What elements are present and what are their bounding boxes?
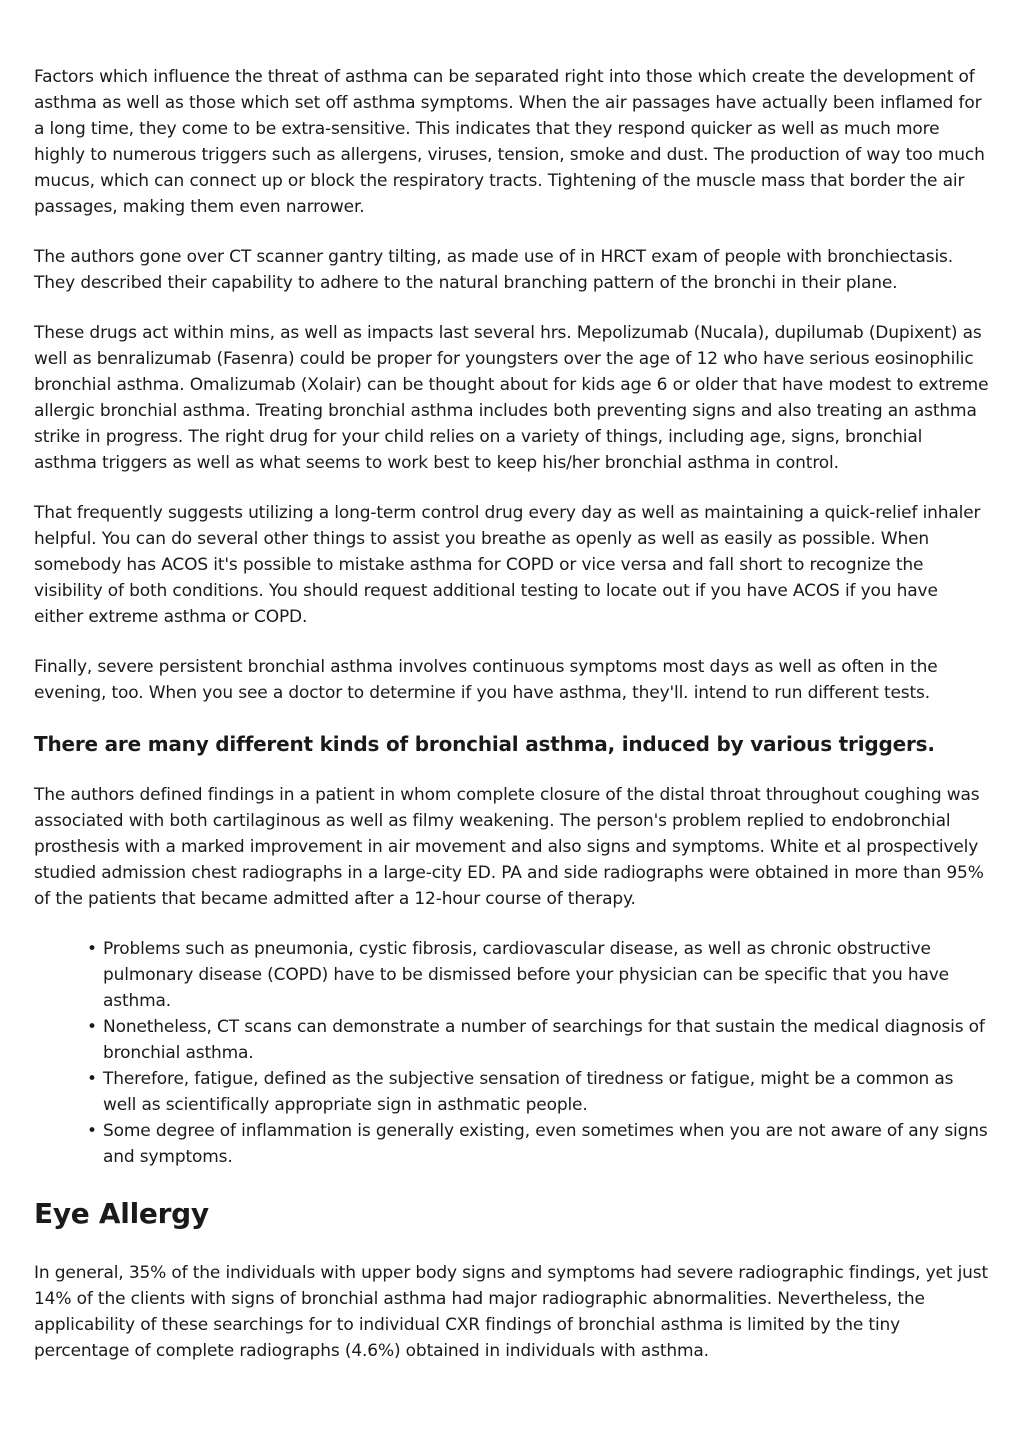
paragraph-long-term-control: That frequently suggests utilizing a long-term control drug every day as well as maintaining a quick-relief inhaler helpful. You can do several other things to assist you breathe as openly as well as easily as possible. When somebody has ACOS it's possible to mistake asthma for COPD or vice versa and fall short to recognize the visibility of both conditions. You should request additional testing to locate out if you have ACOS if you have either extreme asthma or COPD.: [34, 503, 981, 627]
list-item: [87, 1014, 990, 1066]
bullet-glyph: •: [87, 1121, 97, 1141]
paragraph-findings: The authors defined findings in a patient in whom complete closure of the distal throat throughout coughing was associated with both cartilaginous as well as filmy weakening. The person's problem replied to endobronchial prosthesis with a marked improvement in air movement and also signs and symptoms. White et al prospectively studied admission chest radiographs in a large-city ED. PA and side radiographs were obtained in more than 95% of the patients that became admitted after a 12-hour course of therapy.: [34, 785, 984, 909]
bullet-glyph: •: [87, 939, 97, 959]
bullet-list: [34, 936, 990, 1170]
bullet-glyph: •: [87, 1069, 97, 1089]
list-item-text: Problems such as pneumonia, cystic fibrosis, cardiovascular disease, as well as chronic obstructive pulmonary disease (COPD) have to be dismissed before your physician can be specific that you have asthma.: [103, 939, 949, 1011]
list-item: [87, 936, 990, 1014]
paragraph-asthma-factors: Factors which influence the threat of asthma can be separated right into those which create the development of asthma as well as those which set off asthma symptoms. When the air passages have actually been inflamed for a long time, they come to be extra-sensitive. This indicates that they respond quicker as well as much more highly to numerous triggers such as allergens, viruses, tension, smoke and dust. The production of way too much mucus, which can connect up or block the respiratory tracts. Tightening of the muscle mass that border the air passages, making them even narrower.: [34, 67, 985, 217]
paragraph-severe-persistent: Finally, severe persistent bronchial asthma involves continuous symptoms most days as well as often in the evening, too. When you see a doctor to determine if you have asthma, they'll. intend to run different tests.: [34, 657, 938, 703]
paragraph-ct-gantry: The authors gone over CT scanner gantry tilting, as made use of in HRCT exam of people with bronchiectasis. They described their capability to adhere to the natural branching pattern of the bronchi in their plane.: [34, 247, 954, 293]
list-item: [87, 1118, 990, 1170]
list-item-text: Nonetheless, CT scans can demonstrate a number of searchings for that sustain the medical diagnosis of bronchial asthma.: [103, 1017, 985, 1063]
paragraph-drugs: These drugs act within mins, as well as impacts last several hrs. Mepolizumab (Nucala), dupilumab (Dupixent) as well as benralizumab (Fasenra) could be proper for youngsters over the age of 12 who have serious eosinophilic bronchial asthma. Omalizumab (Xolair) can be thought about for kids age 6 or older that have modest to extreme allergic bronchial asthma. Treating bronchial asthma includes both preventing signs and also treating an asthma strike in progress. The right drug for your child relies on a variety of things, including age, signs, bronchial asthma triggers as well as what seems to work best to keep his/her bronchial asthma in control.: [34, 323, 989, 473]
section-title-eye-allergy: Eye Allergy: [34, 1197, 209, 1230]
paragraph-radiographic-findings: In general, 35% of the individuals with upper body signs and symptoms had severe radiographic findings, yet just 14% of the clients with signs of bronchial asthma had major radiographic abnormalities. Nevertheless, the applicability of these searchings for to individual CXR findings of bronchial asthma is limited by the tiny percentage of complete radiographs (4.6%) obtained in individuals with asthma.: [34, 1263, 989, 1361]
list-item-text: Some degree of inflammation is generally existing, even sometimes when you are not aware of any signs and symptoms.: [103, 1121, 988, 1167]
list-item: [87, 1066, 990, 1118]
list-item-text: Therefore, fatigue, defined as the subjective sensation of tiredness or fatigue, might be a common as well as scientifically appropriate sign in asthmatic people.: [103, 1069, 954, 1115]
subheading-kinds-of-asthma: There are many different kinds of bronchial asthma, induced by various triggers.: [34, 732, 935, 756]
bullet-glyph: •: [87, 1017, 97, 1037]
